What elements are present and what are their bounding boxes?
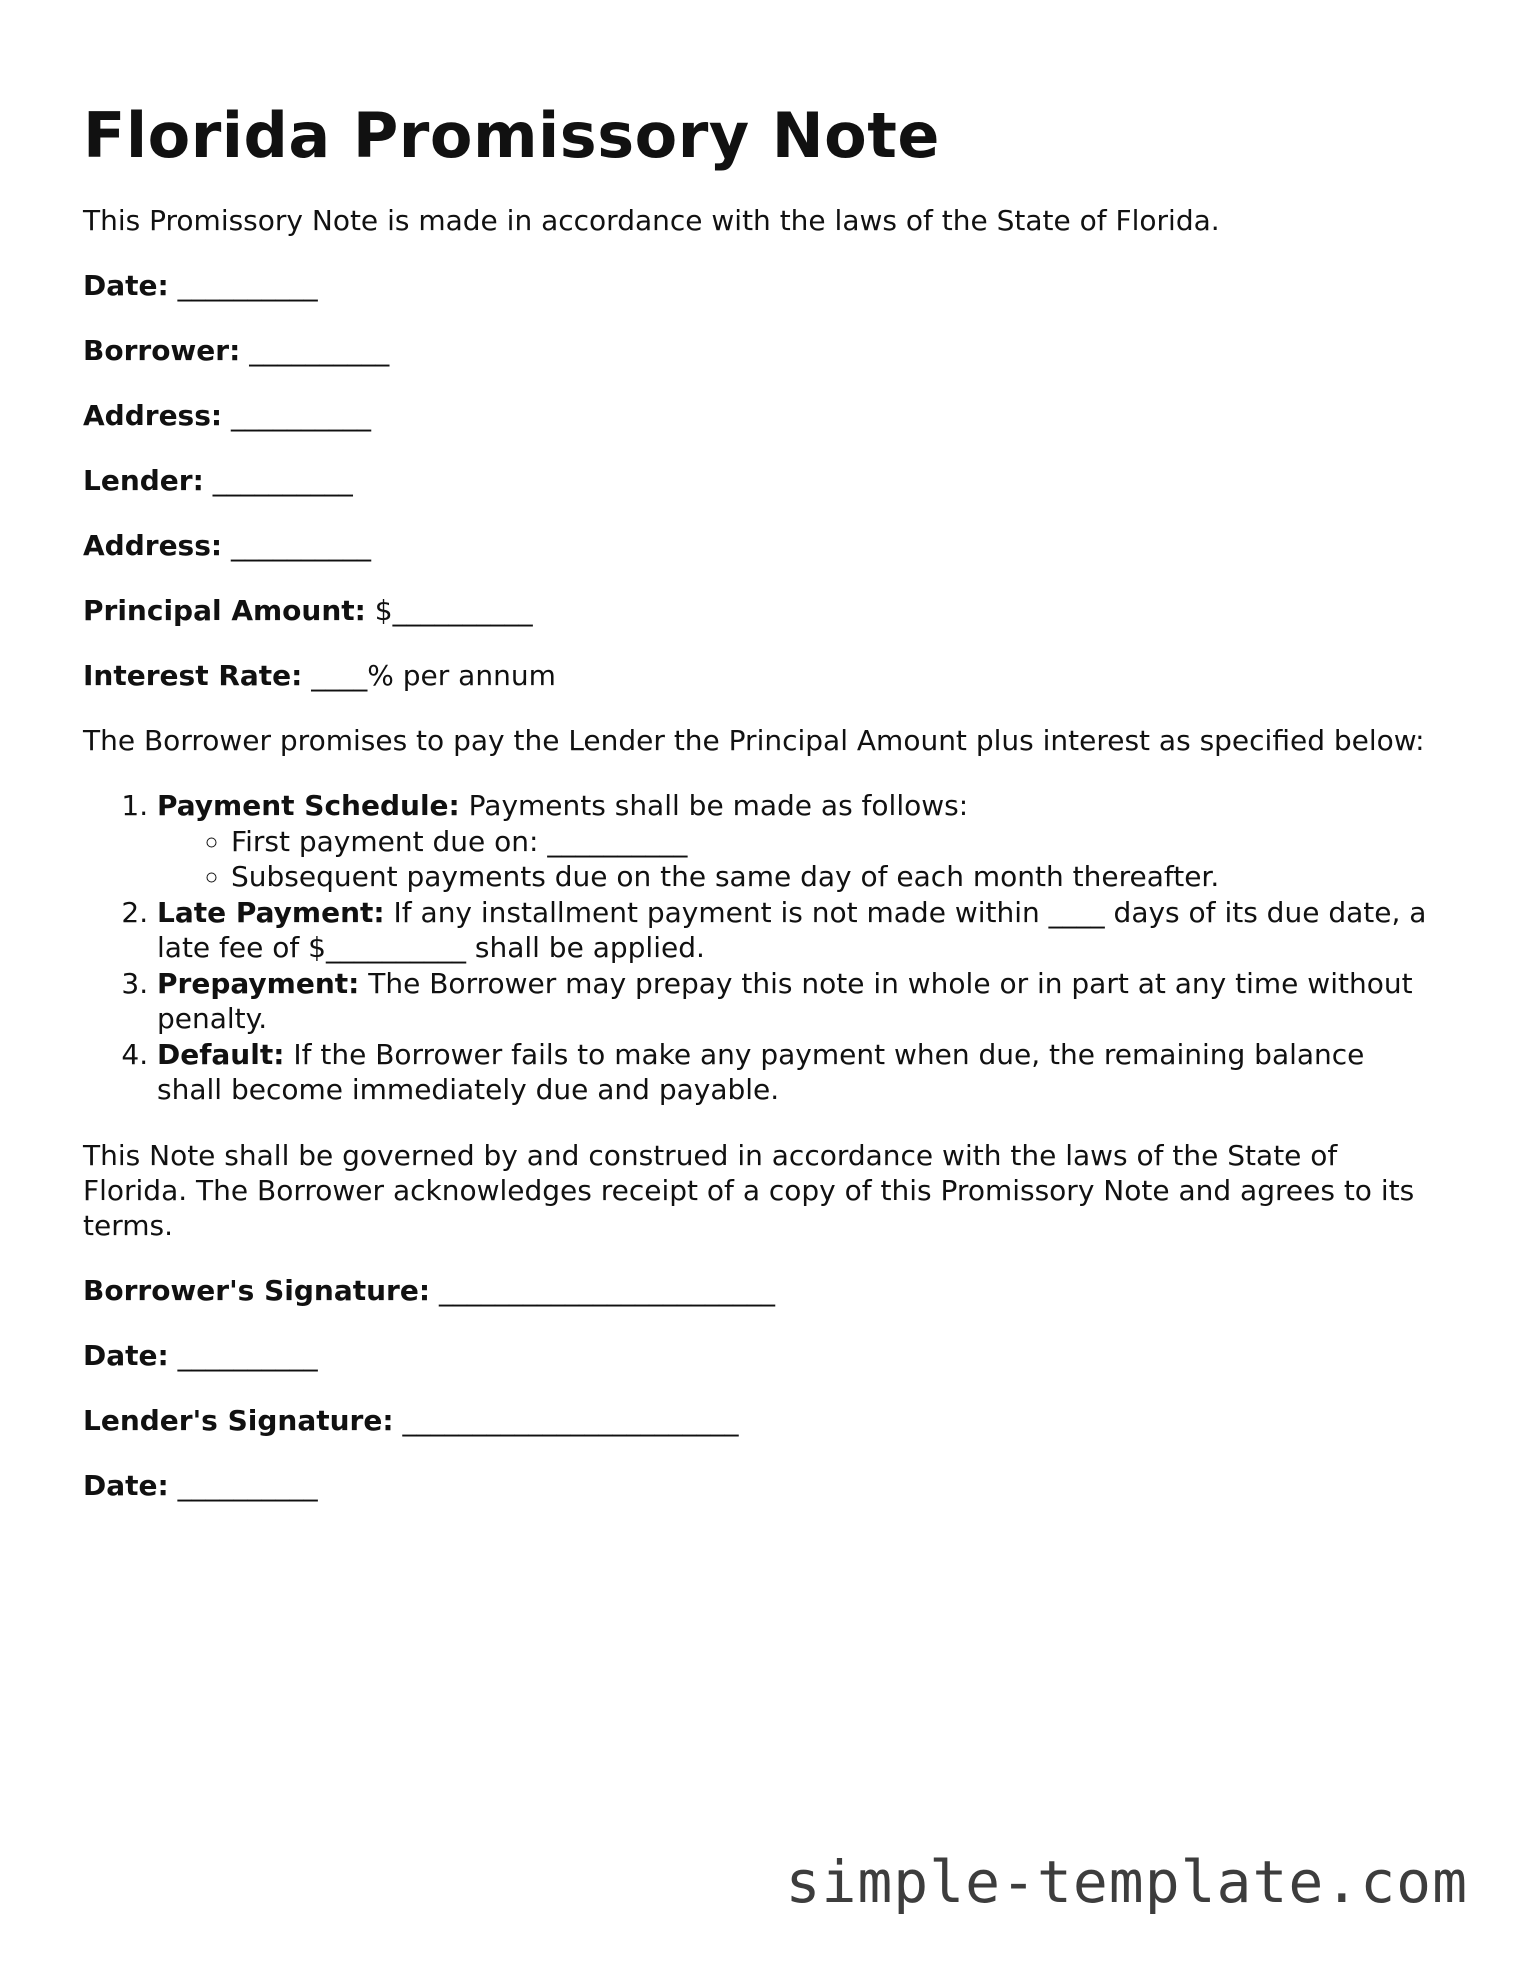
term-item bbox=[157, 1037, 1433, 1108]
lender-address-field bbox=[83, 528, 1433, 563]
intro-text: This Promissory Note is made in accordance with the laws of the State of Florida. bbox=[83, 204, 1220, 238]
lender-label: Lender: bbox=[83, 464, 204, 498]
term-item bbox=[157, 895, 1433, 966]
lender-date-label: Date: bbox=[83, 1468, 169, 1502]
borrower-label: Borrower: bbox=[83, 334, 241, 368]
lender-blank: __________ bbox=[212, 464, 353, 498]
date-field bbox=[83, 268, 1433, 303]
document-page bbox=[83, 100, 1433, 1503]
borrower-signature-label: Borrower's Signature: bbox=[83, 1273, 431, 1307]
date-label: Date: bbox=[83, 269, 169, 303]
term-text: The Borrower may prepay this note in whole or in part at any time without penalty. bbox=[157, 966, 1413, 1036]
term-text: If the Borrower fails to make any payment when due, the remaining balance shall become immediately due and payable. bbox=[157, 1037, 1365, 1107]
lender-signature-label: Lender's Signature: bbox=[83, 1403, 394, 1437]
term-item bbox=[157, 788, 1433, 895]
promise-text: The Borrower promises to pay the Lender the Principal Amount plus interest as specified below: bbox=[83, 724, 1425, 758]
terms-list bbox=[83, 788, 1433, 1108]
date-blank: __________ bbox=[177, 269, 318, 303]
term-heading: Payment Schedule: bbox=[157, 789, 460, 823]
schedule-item: ◦ Subsequent payments due on the same day of each month thereafter. bbox=[231, 859, 1433, 895]
schedule-item: ◦ First payment due on: __________ bbox=[231, 824, 1433, 860]
principal-label: Principal Amount: bbox=[83, 594, 366, 628]
interest-blank: ____% per annum bbox=[311, 659, 556, 693]
term-heading: Default: bbox=[157, 1037, 285, 1071]
borrower-address-field bbox=[83, 398, 1433, 433]
borrower-date-field bbox=[83, 1338, 1433, 1373]
schedule-list bbox=[157, 824, 1433, 895]
borrower-address-label: Address: bbox=[83, 399, 223, 433]
borrower-field bbox=[83, 333, 1433, 368]
principal-blank: $__________ bbox=[374, 594, 533, 628]
borrower-signature-field bbox=[83, 1273, 1433, 1308]
page-title: Florida Promissory Note bbox=[83, 99, 940, 172]
term-text: Payments shall be made as follows: bbox=[468, 789, 969, 823]
borrower-signature-line: ________________________ bbox=[438, 1273, 775, 1307]
lender-address-blank: __________ bbox=[231, 529, 371, 563]
lender-address-label: Address: bbox=[83, 529, 223, 563]
closing-text: This Note shall be governed by and construed in accordance with the laws of the State of Florida. The Borrower acknowledges receipt of a copy of this Promissory Note and agrees to its terms. bbox=[83, 1138, 1415, 1242]
lender-date-blank: __________ bbox=[177, 1468, 318, 1502]
lender-field bbox=[83, 463, 1433, 498]
lender-signature-line: ________________________ bbox=[402, 1403, 739, 1437]
term-text: If any installment payment is not made within ____ days of its due date, a late fee of $__________ shall be applied. bbox=[157, 895, 1427, 965]
term-heading: Prepayment: bbox=[157, 966, 360, 1000]
term-item bbox=[157, 966, 1433, 1037]
footer-watermark: simple-template.com bbox=[785, 1848, 1468, 1916]
borrower-blank: __________ bbox=[249, 334, 390, 368]
lender-signature-field bbox=[83, 1403, 1433, 1438]
borrower-address-blank: __________ bbox=[231, 399, 371, 433]
lender-date-field bbox=[83, 1468, 1433, 1503]
principal-field bbox=[83, 593, 1433, 628]
borrower-date-label: Date: bbox=[83, 1338, 169, 1372]
borrower-date-blank: __________ bbox=[177, 1338, 318, 1372]
interest-label: Interest Rate: bbox=[83, 659, 303, 693]
interest-field bbox=[83, 658, 1433, 693]
term-heading: Late Payment: bbox=[157, 895, 385, 929]
